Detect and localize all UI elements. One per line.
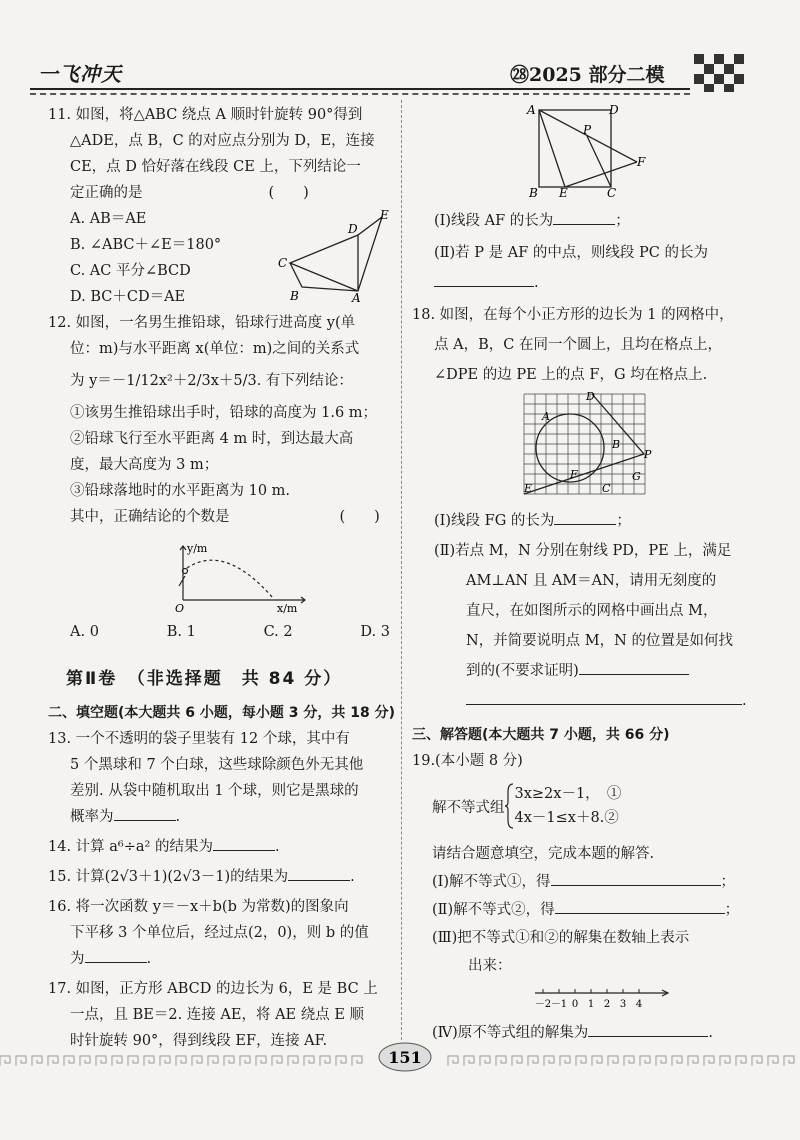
q18-label-f: F — [570, 468, 578, 481]
footer-meander — [64, 1056, 74, 1066]
q12-line: 12. 如图，一名男生推铅球，铅球行进高度 y(单 — [48, 315, 356, 331]
q11-option-b: B. ∠ABC＋∠E＝180° — [70, 237, 222, 253]
q18-sub-2: N，并简要说明点 M，N 的位置是如何找 — [466, 633, 733, 649]
q19-blank-4[interactable] — [588, 1022, 708, 1037]
q18-sub-2: (Ⅱ)若点 M，N 分别在射线 PD，PE 上，满足 — [434, 543, 732, 559]
q16-line: 为 . — [48, 946, 398, 972]
footer-meander — [496, 1056, 506, 1066]
q17-blank-1[interactable] — [553, 210, 615, 225]
footer-meander — [176, 1056, 186, 1066]
footer-meander — [624, 1056, 634, 1066]
q18-line: 18. 如图，在每个小正方形的边长为 1 的网格中， — [412, 307, 734, 323]
checker-decoration-icon — [694, 54, 750, 94]
q17-label-d: D — [609, 103, 619, 117]
footer-meander — [560, 1056, 570, 1066]
q12-item: ③铅球落地时的水平距离为 10 m. — [70, 483, 291, 499]
q18-label-g: G — [632, 470, 641, 483]
footer-meander — [320, 1056, 330, 1066]
q12-option-b: B. 1 — [166, 624, 196, 640]
footer-meander — [336, 1056, 346, 1066]
q11-label-d: D — [348, 222, 358, 236]
q11-answer-paren: ( ) — [268, 185, 309, 201]
q18-blank-1[interactable] — [554, 510, 616, 525]
footer-meander — [720, 1056, 730, 1066]
footer-meander — [96, 1056, 106, 1066]
q11-option-a: A. AB＝AE — [70, 211, 147, 227]
page-number: 151 — [388, 1048, 422, 1067]
footer-meander — [640, 1056, 650, 1066]
q13-blank[interactable] — [114, 806, 176, 821]
q18-label-e: E — [524, 482, 533, 495]
q11-option-d: D. BC＋CD＝AE — [70, 289, 186, 305]
q19-blank-1[interactable] — [551, 871, 721, 886]
section3-heading: 三、解答题(本大题共 7 小题，共 66 分) — [412, 727, 670, 743]
axis-tick-label: 0 — [571, 999, 579, 1010]
q12-answer-paren: ( ) — [339, 509, 380, 525]
footer-meander — [448, 1056, 458, 1066]
footer-meander — [464, 1056, 474, 1066]
q19-step-3: (Ⅲ)把不等式①和②的解集在数轴上表示 — [432, 930, 690, 946]
q11-label-a: A — [352, 291, 361, 305]
footer-meander — [656, 1056, 666, 1066]
axis-tick-label: 2 — [603, 999, 611, 1010]
footer-meander — [16, 1056, 26, 1066]
q11-option-c: C. AC 平分∠BCD — [70, 263, 191, 279]
q13-line: 5 个黑球和 7 个白球，这些球除颜色外无其他 — [70, 757, 364, 773]
footer-meander — [512, 1056, 522, 1066]
q18-label-b: B — [612, 438, 621, 451]
footer-meander — [608, 1056, 618, 1066]
q12-option-d: D. 3 — [360, 624, 390, 640]
footer-meander — [688, 1056, 698, 1066]
q14: 14. 计算 a⁶÷a² 的结果为 . — [48, 834, 398, 860]
axis-tick-label: －1 — [550, 999, 568, 1010]
footer-meander — [256, 1056, 266, 1066]
q19-system-label: 解不等式组 — [432, 799, 505, 816]
footer-meander — [48, 1056, 58, 1066]
footer-meander — [144, 1056, 154, 1066]
q11-line: 定正确的是 ( ) — [70, 185, 309, 201]
footer-meander — [0, 1056, 10, 1066]
q13-line: 概率为 . — [48, 804, 398, 830]
q18-label-d: D — [586, 390, 595, 403]
q12-origin: O — [175, 602, 185, 615]
q19-step-4 — [432, 1020, 757, 1046]
footer-meander — [672, 1056, 682, 1066]
q17-blank-2[interactable] — [434, 272, 534, 287]
q17-label-b: B — [529, 186, 538, 200]
brand-logo: 一飞冲天 — [38, 62, 122, 86]
page-number-badge — [375, 1040, 435, 1074]
exam-title: ㉘2025 部分二模 — [510, 64, 665, 86]
q17-label-f: F — [637, 155, 646, 169]
q17-sub-2-blank: . — [412, 270, 757, 296]
q12-axis-x: x/m — [277, 602, 298, 615]
q16-line: 16. 将一次函数 y＝－x＋b(b 为常数)的图象向 — [48, 899, 349, 915]
header-rule — [30, 88, 690, 90]
footer-meander — [32, 1056, 42, 1066]
q18-line: ∠DPE 的边 PE 上的点 F，G 均在格点上. — [434, 367, 708, 383]
q18-blank-2a[interactable] — [579, 660, 689, 675]
q18-grid-figure — [520, 390, 660, 502]
q16-line: 下平移 3 个单位后，经过点(2，0)，则 b 的值 — [70, 925, 369, 941]
q18-block — [412, 302, 757, 388]
footer-meander — [528, 1056, 538, 1066]
footer-meander — [304, 1056, 314, 1066]
q17-label-p: P — [583, 123, 592, 137]
q18-label-c: C — [602, 482, 611, 495]
q17-sub-2: (Ⅱ)若 P 是 AF 的中点，则线段 PC 的长为 — [434, 245, 708, 261]
q12-figure — [165, 538, 315, 618]
q11-line: CE，点 D 恰好落在线段 CE 上，下列结论一 — [70, 159, 361, 175]
footer-meander — [736, 1056, 746, 1066]
q17-sub-1: (Ⅰ)线段 AF 的长为 ； — [412, 208, 757, 234]
q17-label-a: A — [527, 103, 536, 117]
q12-line: 位：m)与水平距离 x(单位：m)之间的关系式 — [70, 341, 360, 357]
q12-option-c: C. 2 — [263, 624, 293, 640]
q18-sub-2: AM⊥AN 且 AM＝AN，请用无刻度的 — [466, 573, 717, 589]
axis-tick-label: －2 — [535, 999, 552, 1010]
q12-ask: 其中，正确结论的个数是 ( ) — [70, 509, 380, 525]
q17-figure — [525, 100, 650, 200]
q11-label-b: B — [290, 289, 299, 303]
q18-blank-2b[interactable] — [466, 690, 742, 705]
q13-line: 差别. 从袋中随机取出 1 个球，则它是黑球的 — [70, 783, 359, 799]
q18-label-a: A — [542, 410, 550, 423]
q12-option-a: A. 0 — [70, 624, 99, 640]
footer-meander — [480, 1056, 490, 1066]
footer-meander — [224, 1056, 234, 1066]
q17-subquestions — [412, 208, 757, 296]
footer-meander — [272, 1056, 282, 1066]
q19-instruction: 请结合题意填空，完成本题的解答. — [432, 846, 655, 862]
footer-meander — [192, 1056, 202, 1066]
part2-title: 第Ⅱ卷 （非选择题 共 84 分） — [66, 669, 343, 689]
q12-item: 度，最大高度为 3 m； — [70, 457, 219, 473]
q15: 15. 计算(2√3＋1)(2√3－1)的结果为 . — [48, 864, 398, 890]
q18-sub-2-line: . — [412, 688, 757, 714]
footer-meander — [160, 1056, 170, 1066]
footer-meander — [752, 1056, 762, 1066]
footer-meander — [80, 1056, 90, 1066]
q12-item: ①该男生推铅球出手时，铅球的高度为 1.6 m； — [70, 405, 378, 421]
q14-blank[interactable] — [213, 836, 275, 851]
q17-line: 一点，且 BE＝2. 连接 AE，将 AE 绕点 E 顺 — [70, 1007, 365, 1023]
q11-label-e: E — [380, 208, 389, 222]
q12-block — [48, 310, 398, 530]
footer-meander — [704, 1056, 714, 1066]
q19-step-3b: 出来： — [468, 958, 512, 974]
axis-tick-label: 1 — [587, 999, 595, 1010]
q19-step-1: (Ⅰ)解不等式①，得 ； — [432, 868, 757, 896]
q11-figure — [270, 205, 395, 305]
axis-tick-label: 3 — [619, 999, 627, 1010]
q12-axis-y: y/m — [187, 542, 208, 555]
q15-blank[interactable] — [288, 866, 350, 881]
footer-meander — [240, 1056, 250, 1066]
q18-sub-2: 直尺，在如图所示的网格中画出点 M， — [466, 603, 718, 619]
q12-options — [70, 624, 390, 640]
brace-icon — [505, 782, 515, 830]
footer-meander — [128, 1056, 138, 1066]
q13-line: 13. 一个不透明的袋子里装有 12 个球，其中有 — [48, 731, 350, 747]
q17-label-c: C — [607, 186, 617, 200]
fill-blank-section — [48, 700, 398, 1054]
q19-inequality-1: 3x≥2x－1， ① — [514, 786, 622, 802]
q18-subquestions — [412, 508, 757, 714]
q18-sub-2: 到的(不要求证明) — [412, 658, 757, 684]
footer-meander — [352, 1056, 362, 1066]
footer-meander — [208, 1056, 218, 1066]
q19-step-2: (Ⅱ)解不等式②，得 ； — [432, 896, 757, 924]
q19-step-4-line: (Ⅳ)原不等式组的解集为 . — [432, 1020, 757, 1046]
q19-block — [412, 722, 757, 774]
q12-item: ②铅球飞行至水平距离 4 m 时，到达最大高 — [70, 431, 354, 447]
footer-meander — [112, 1056, 122, 1066]
column-divider — [401, 100, 402, 1040]
footer-meander — [288, 1056, 298, 1066]
q11-line: 11. 如图，将△ABC 绕点 A 顺时针旋转 90°得到 — [48, 107, 363, 123]
q18-label-p: P — [644, 448, 652, 461]
footer-meander — [544, 1056, 554, 1066]
q17-line: 时针旋转 90°，得到线段 EF，连接 AF. — [70, 1033, 328, 1049]
q19-title: 19.(本小题 8 分) — [412, 753, 523, 769]
q16-blank[interactable] — [85, 948, 147, 963]
q18-line: 点 A，B，C 在同一个圆上，且均在格点上， — [434, 337, 722, 353]
q19-system — [432, 780, 621, 832]
header-dashed-rule — [30, 93, 690, 95]
footer-meander — [592, 1056, 602, 1066]
footer-meander — [784, 1056, 794, 1066]
footer-meander — [768, 1056, 778, 1066]
section2-heading: 二、填空题(本大题共 6 小题，每小题 3 分，共 18 分) — [48, 705, 396, 721]
axis-tick-label: 4 — [635, 999, 643, 1010]
q19-steps — [432, 840, 757, 980]
q12-line: 为 y＝－1/12x²＋2/3x＋5/3. 有下列结论： — [70, 373, 353, 389]
q19-inequality-2: 4x－1≤x＋8.② — [514, 810, 619, 826]
q17-label-e: E — [559, 186, 568, 200]
q17-line: 17. 如图，正方形 ABCD 的边长为 6，E 是 BC 上 — [48, 981, 378, 997]
q19-blank-2[interactable] — [555, 899, 725, 914]
footer-meander — [576, 1056, 586, 1066]
q11-label-c: C — [278, 256, 288, 270]
q18-sub-1: (Ⅰ)线段 FG 的长为 ； — [412, 508, 757, 534]
q11-line: △ADE，点 B，C 的对应点分别为 D，E，连接 — [70, 133, 375, 149]
q19-number-line[interactable] — [535, 985, 675, 1013]
